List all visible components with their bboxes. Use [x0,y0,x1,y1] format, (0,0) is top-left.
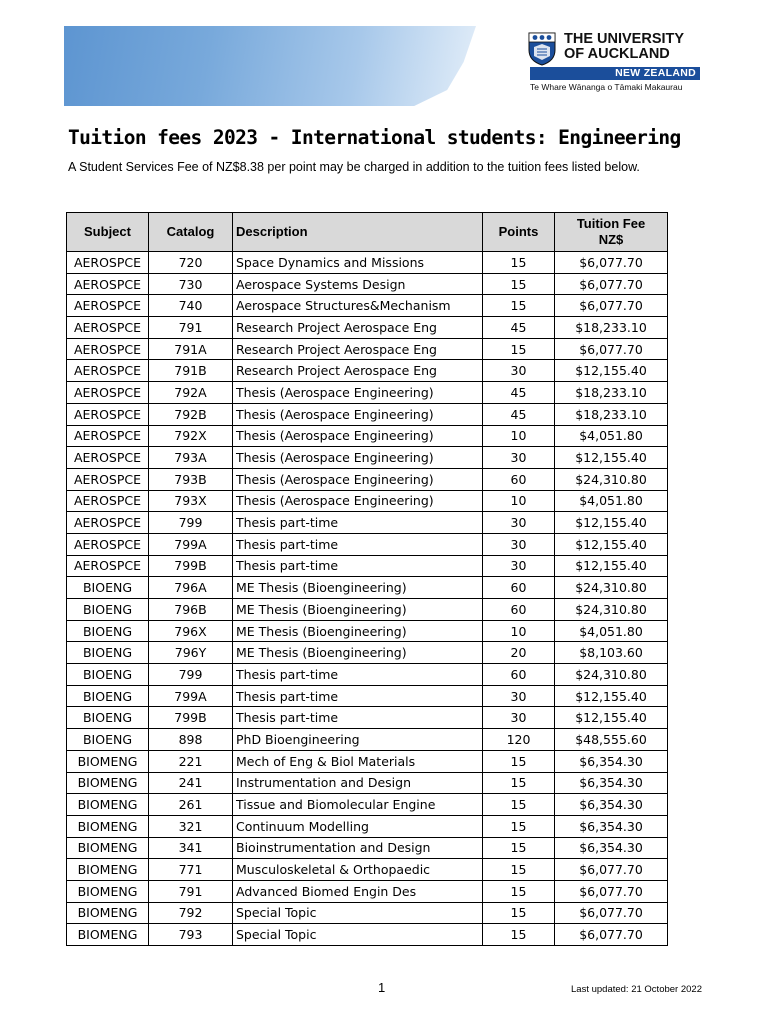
table-row [67,772,668,794]
cell-subject: BIOMENG [67,794,149,816]
cell-subject: BIOENG [67,685,149,707]
cell-catalog: 321 [149,815,233,837]
cell-points: 15 [483,924,555,946]
column-header-description: Description [233,213,483,252]
cell-subject: AEROSPCE [67,512,149,534]
cell-catalog: 792X [149,425,233,447]
cell-catalog: 791B [149,360,233,382]
cell-tuition-fee: $24,310.80 [555,664,668,686]
cell-tuition-fee: $6,077.70 [555,295,668,317]
cell-description: Thesis (Aerospace Engineering) [233,382,483,404]
table-row [67,468,668,490]
cell-points: 30 [483,512,555,534]
cell-subject: BIOMENG [67,859,149,881]
cell-subject: AEROSPCE [67,382,149,404]
cell-description: Aerospace Systems Design [233,273,483,295]
table-row [67,620,668,642]
table-row [67,794,668,816]
cell-tuition-fee: $18,233.10 [555,382,668,404]
cell-tuition-fee: $12,155.40 [555,533,668,555]
cell-subject: BIOMENG [67,750,149,772]
cell-description: Thesis part-time [233,512,483,534]
cell-description: Thesis part-time [233,533,483,555]
fees-table [66,212,668,946]
cell-points: 45 [483,382,555,404]
cell-description: Aerospace Structures&Mechanism [233,295,483,317]
cell-tuition-fee: $6,354.30 [555,750,668,772]
cell-description: Continuum Modelling [233,815,483,837]
cell-catalog: 898 [149,729,233,751]
cell-catalog: 796B [149,599,233,621]
cell-subject: BIOENG [67,642,149,664]
cell-subject: BIOENG [67,707,149,729]
cell-points: 10 [483,425,555,447]
table-row [67,859,668,881]
cell-description: Space Dynamics and Missions [233,252,483,274]
cell-tuition-fee: $6,354.30 [555,794,668,816]
column-header-points: Points [483,213,555,252]
cell-tuition-fee: $6,354.30 [555,772,668,794]
table-row [67,924,668,946]
cell-subject: AEROSPCE [67,360,149,382]
cell-description: Tissue and Biomolecular Engine [233,794,483,816]
cell-subject: BIOMENG [67,902,149,924]
university-name-line1: THE UNIVERSITY [564,31,685,47]
cell-tuition-fee: $24,310.80 [555,577,668,599]
cell-catalog: 799 [149,512,233,534]
country-bar: NEW ZEALAND [530,67,700,80]
cell-catalog: 799A [149,685,233,707]
cell-subject: BIOMENG [67,837,149,859]
crest-icon [528,32,556,66]
table-row [67,577,668,599]
cell-description: Research Project Aerospace Eng [233,317,483,339]
cell-subject: AEROSPCE [67,252,149,274]
cell-subject: AEROSPCE [67,555,149,577]
cell-description: Thesis (Aerospace Engineering) [233,447,483,469]
cell-points: 15 [483,837,555,859]
cell-tuition-fee: $12,155.40 [555,555,668,577]
table-row [67,664,668,686]
cell-catalog: 793A [149,447,233,469]
table-row [67,317,668,339]
cell-subject: AEROSPCE [67,490,149,512]
cell-subject: AEROSPCE [67,468,149,490]
cell-tuition-fee: $18,233.10 [555,317,668,339]
cell-catalog: 740 [149,295,233,317]
cell-subject: AEROSPCE [67,295,149,317]
cell-subject: AEROSPCE [67,447,149,469]
cell-catalog: 221 [149,750,233,772]
cell-tuition-fee: $6,354.30 [555,815,668,837]
cell-description: ME Thesis (Bioengineering) [233,642,483,664]
cell-tuition-fee: $6,354.30 [555,837,668,859]
cell-catalog: 793B [149,468,233,490]
cell-points: 15 [483,295,555,317]
table-row [67,837,668,859]
cell-description: Mech of Eng & Biol Materials [233,750,483,772]
cell-description: Thesis (Aerospace Engineering) [233,468,483,490]
cell-subject: AEROSPCE [67,273,149,295]
table-row [67,642,668,664]
cell-catalog: 792B [149,403,233,425]
university-name-line2: OF AUCKLAND [564,46,670,62]
cell-description: Bioinstrumentation and Design [233,837,483,859]
cell-tuition-fee: $6,077.70 [555,880,668,902]
cell-points: 10 [483,620,555,642]
cell-tuition-fee: $8,103.60 [555,642,668,664]
cell-tuition-fee: $6,077.70 [555,902,668,924]
cell-catalog: 796A [149,577,233,599]
cell-description: Thesis part-time [233,664,483,686]
cell-tuition-fee: $4,051.80 [555,620,668,642]
cell-points: 60 [483,664,555,686]
table-row [67,338,668,360]
cell-tuition-fee: $24,310.80 [555,599,668,621]
maori-name: Te Whare Wānanga o Tāmaki Makaurau [530,82,683,92]
cell-points: 15 [483,338,555,360]
cell-description: Thesis (Aerospace Engineering) [233,425,483,447]
cell-subject: BIOMENG [67,880,149,902]
cell-subject: BIOENG [67,599,149,621]
cell-description: Thesis part-time [233,555,483,577]
cell-tuition-fee: $6,077.70 [555,859,668,881]
cell-points: 15 [483,815,555,837]
cell-description: Thesis (Aerospace Engineering) [233,490,483,512]
table-row [67,295,668,317]
cell-points: 45 [483,403,555,425]
cell-description: Advanced Biomed Engin Des [233,880,483,902]
university-name [564,32,684,62]
table-row [67,273,668,295]
cell-points: 30 [483,707,555,729]
cell-points: 45 [483,317,555,339]
cell-description: Thesis part-time [233,685,483,707]
cell-subject: BIOENG [67,664,149,686]
cell-tuition-fee: $12,155.40 [555,447,668,469]
cell-points: 30 [483,533,555,555]
cell-subject: AEROSPCE [67,403,149,425]
cell-tuition-fee: $6,077.70 [555,924,668,946]
cell-subject: AEROSPCE [67,317,149,339]
cell-tuition-fee: $12,155.40 [555,360,668,382]
cell-subject: BIOENG [67,577,149,599]
cell-tuition-fee: $48,555.60 [555,729,668,751]
header-banner [64,26,476,106]
cell-tuition-fee: $24,310.80 [555,468,668,490]
cell-description: Musculoskeletal & Orthopaedic [233,859,483,881]
cell-description: Research Project Aerospace Eng [233,360,483,382]
cell-catalog: 799 [149,664,233,686]
cell-description: ME Thesis (Bioengineering) [233,577,483,599]
cell-description: Thesis part-time [233,707,483,729]
cell-subject: BIOMENG [67,772,149,794]
cell-points: 60 [483,577,555,599]
table-row [67,599,668,621]
table-row [67,707,668,729]
cell-description: ME Thesis (Bioengineering) [233,620,483,642]
cell-points: 15 [483,859,555,881]
cell-points: 15 [483,902,555,924]
cell-catalog: 799B [149,707,233,729]
table-row [67,815,668,837]
cell-subject: BIOENG [67,729,149,751]
cell-tuition-fee: $4,051.80 [555,425,668,447]
table-row [67,447,668,469]
cell-catalog: 792A [149,382,233,404]
cell-tuition-fee: $4,051.80 [555,490,668,512]
cell-catalog: 796Y [149,642,233,664]
table-row [67,490,668,512]
cell-catalog: 791A [149,338,233,360]
cell-description: ME Thesis (Bioengineering) [233,599,483,621]
column-header-tuition-fee: Tuition Fee NZ$ [555,213,668,252]
table-row [67,382,668,404]
cell-catalog: 799A [149,533,233,555]
cell-points: 30 [483,555,555,577]
cell-catalog: 793 [149,924,233,946]
cell-points: 15 [483,750,555,772]
cell-subject: BIOMENG [67,924,149,946]
cell-description: Special Topic [233,924,483,946]
cell-description: Instrumentation and Design [233,772,483,794]
cell-catalog: 720 [149,252,233,274]
table-row [67,685,668,707]
cell-description: PhD Bioengineering [233,729,483,751]
cell-points: 15 [483,273,555,295]
cell-catalog: 791 [149,317,233,339]
cell-tuition-fee: $12,155.40 [555,685,668,707]
cell-tuition-fee: $6,077.70 [555,252,668,274]
cell-points: 15 [483,880,555,902]
cell-points: 15 [483,794,555,816]
page-number: 1 [378,980,386,995]
table-row [67,555,668,577]
table-header-row [67,213,668,252]
cell-tuition-fee: $6,077.70 [555,338,668,360]
cell-points: 30 [483,685,555,707]
cell-catalog: 792 [149,902,233,924]
column-header-subject: Subject [67,213,149,252]
university-logo [528,32,703,97]
cell-catalog: 771 [149,859,233,881]
table-row [67,252,668,274]
cell-points: 30 [483,447,555,469]
cell-subject: BIOMENG [67,815,149,837]
table-row [67,750,668,772]
cell-tuition-fee: $6,077.70 [555,273,668,295]
cell-tuition-fee: $12,155.40 [555,707,668,729]
table-row [67,512,668,534]
cell-catalog: 793X [149,490,233,512]
column-header-catalog: Catalog [149,213,233,252]
cell-catalog: 730 [149,273,233,295]
cell-points: 120 [483,729,555,751]
cell-tuition-fee: $12,155.40 [555,512,668,534]
cell-subject: AEROSPCE [67,533,149,555]
cell-description: Thesis (Aerospace Engineering) [233,403,483,425]
cell-description: Research Project Aerospace Eng [233,338,483,360]
cell-tuition-fee: $18,233.10 [555,403,668,425]
table-row [67,902,668,924]
page-title: Tuition fees 2023 - International students: Engineering [68,126,681,149]
last-updated: Last updated: 21 October 2022 [571,984,702,995]
cell-subject: AEROSPCE [67,338,149,360]
cell-description: Special Topic [233,902,483,924]
cell-catalog: 791 [149,880,233,902]
cell-points: 20 [483,642,555,664]
table-row [67,729,668,751]
cell-points: 15 [483,252,555,274]
table-row [67,425,668,447]
table-row [67,403,668,425]
cell-catalog: 261 [149,794,233,816]
cell-catalog: 341 [149,837,233,859]
cell-points: 30 [483,360,555,382]
cell-points: 60 [483,468,555,490]
table-row [67,880,668,902]
cell-catalog: 799B [149,555,233,577]
fees-table-body [67,252,668,946]
table-row [67,360,668,382]
cell-points: 60 [483,599,555,621]
intro-paragraph: A Student Services Fee of NZ$8.38 per point may be charged in addition to the tuition fees listed below. [68,160,640,174]
cell-catalog: 796X [149,620,233,642]
cell-subject: BIOENG [67,620,149,642]
table-row [67,533,668,555]
cell-catalog: 241 [149,772,233,794]
cell-points: 10 [483,490,555,512]
cell-points: 15 [483,772,555,794]
cell-subject: AEROSPCE [67,425,149,447]
